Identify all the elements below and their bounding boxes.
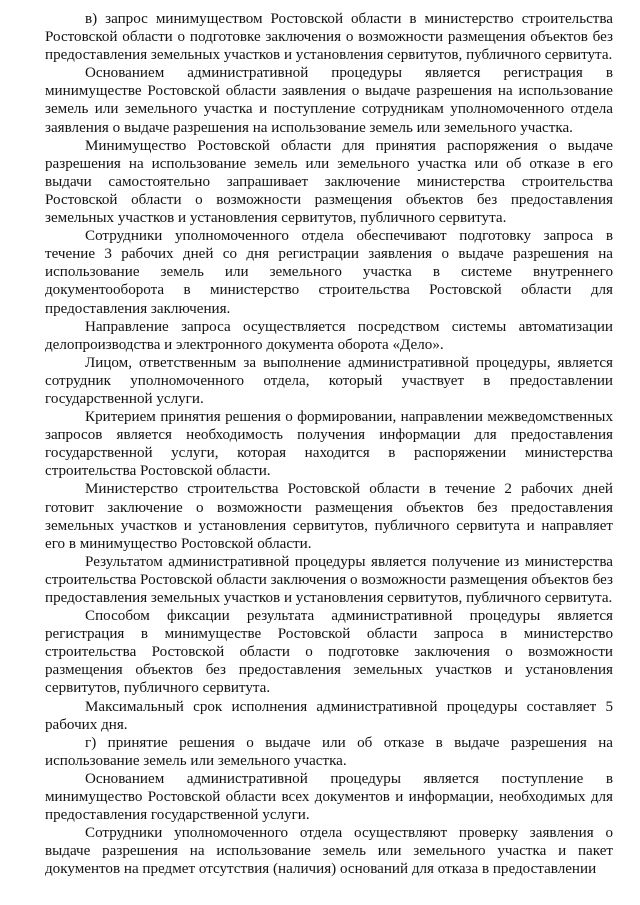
paragraph-staff-prepare-request: Сотрудники уполномоченного отдела обеспечивают подготовку запроса в течение 3 рабочих дней со дня регистрации заявления о выдаче разрешения на использование земель или земельного участка в системе внутреннего документооборота в министерство строительства Ростовской области для предоставления заключения.: [45, 228, 613, 317]
paragraph-basis-registration: Основанием административной процедуры является регистрация в минимуществе Ростовской области заявления о выдаче разрешения на использование земель или земельного участка и поступление сотрудникам уполномоченного отдела заявления о выдаче разрешения на использование земель или земельного участка.: [45, 65, 613, 136]
paragraph-result-fixation: Способом фиксации результата административной процедуры является регистрация в минимуществе Ростовской области запроса в министерство строительства Ростовской области о подготовке заключения о возможности размещения объектов без предоставления земельных участков и установления сервитутов, публичного сервитута.: [45, 608, 613, 697]
paragraph-maximum-term: Максимальный срок исполнения административной процедуры составляет 5 рабочих дня.: [45, 698, 613, 733]
paragraph-ministry-requests-conclusion: Минимущество Ростовской области для принятия распоряжения о выдаче разрешения на использование земель или земельного участка или об отказе в его выдачи самостоятельно запрашивает заключение министерства строительства Ростовской области о возможности размещения объектов без предоставления земельных участков и установления сервитутов, публичного сервитута.: [45, 137, 613, 227]
paragraph-responsible-person: Лицом, ответственным за выполнение административной процедуры, является сотрудник уполномоченного отдела, который участвует в предоставлении государственной услуги.: [45, 354, 613, 407]
paragraph-basis-documents-received: Основанием административной процедуры является поступление в минимущество Ростовской области всех документов и информации, необходимых для предоставления государственной услуги.: [45, 770, 613, 824]
paragraph-procedure-result: Результатом административной процедуры является получение из министерства строительства Ростовской области заключения о возможности размещения объектов без предоставления земельных участков и установления сервитутов, публичного сервитута.: [45, 553, 613, 606]
paragraph-decision-on-permit: г) принятие решения о выдаче или об отказе в выдаче разрешения на использование земель или земельного участка.: [45, 734, 613, 769]
paragraph-ministry-prepares-conclusion: Министерство строительства Ростовской области в течение 2 рабочих дней готовит заключение о возможности размещения объектов без предоставления земельных участков и установления сервитутов, публичного сервитута и направляет его в минимущество Ростовской области.: [45, 481, 613, 552]
paragraph-request-direction: Направление запроса осуществляется посредством системы автоматизации делопроизводства и электронного документа оборота «Дело».: [45, 318, 613, 353]
paragraph-decision-criterion: Критерием принятия решения о формировании, направлении межведомственных запросов является необходимость получения информации для предоставления государственной услуги, которая находится в распоряжении министерства строительства Ростовской области.: [45, 409, 613, 480]
paragraph-request-to-ministry: в) запрос минимуществом Ростовской области в министерство строительства Ростовской области о подготовке заключения о возможности размещения объектов без предоставления земельных участков и установления сервитутов, публичного сервитута.: [45, 11, 613, 64]
document-text: [45, 10, 613, 879]
paragraph-staff-check-application: Сотрудники уполномоченного отдела осуществляют проверку заявления о выдаче разрешения на использование земель или земельного участка и пакет документов на предмет отсутствия (наличия) оснований для отказа в предоставлении: [45, 825, 613, 878]
